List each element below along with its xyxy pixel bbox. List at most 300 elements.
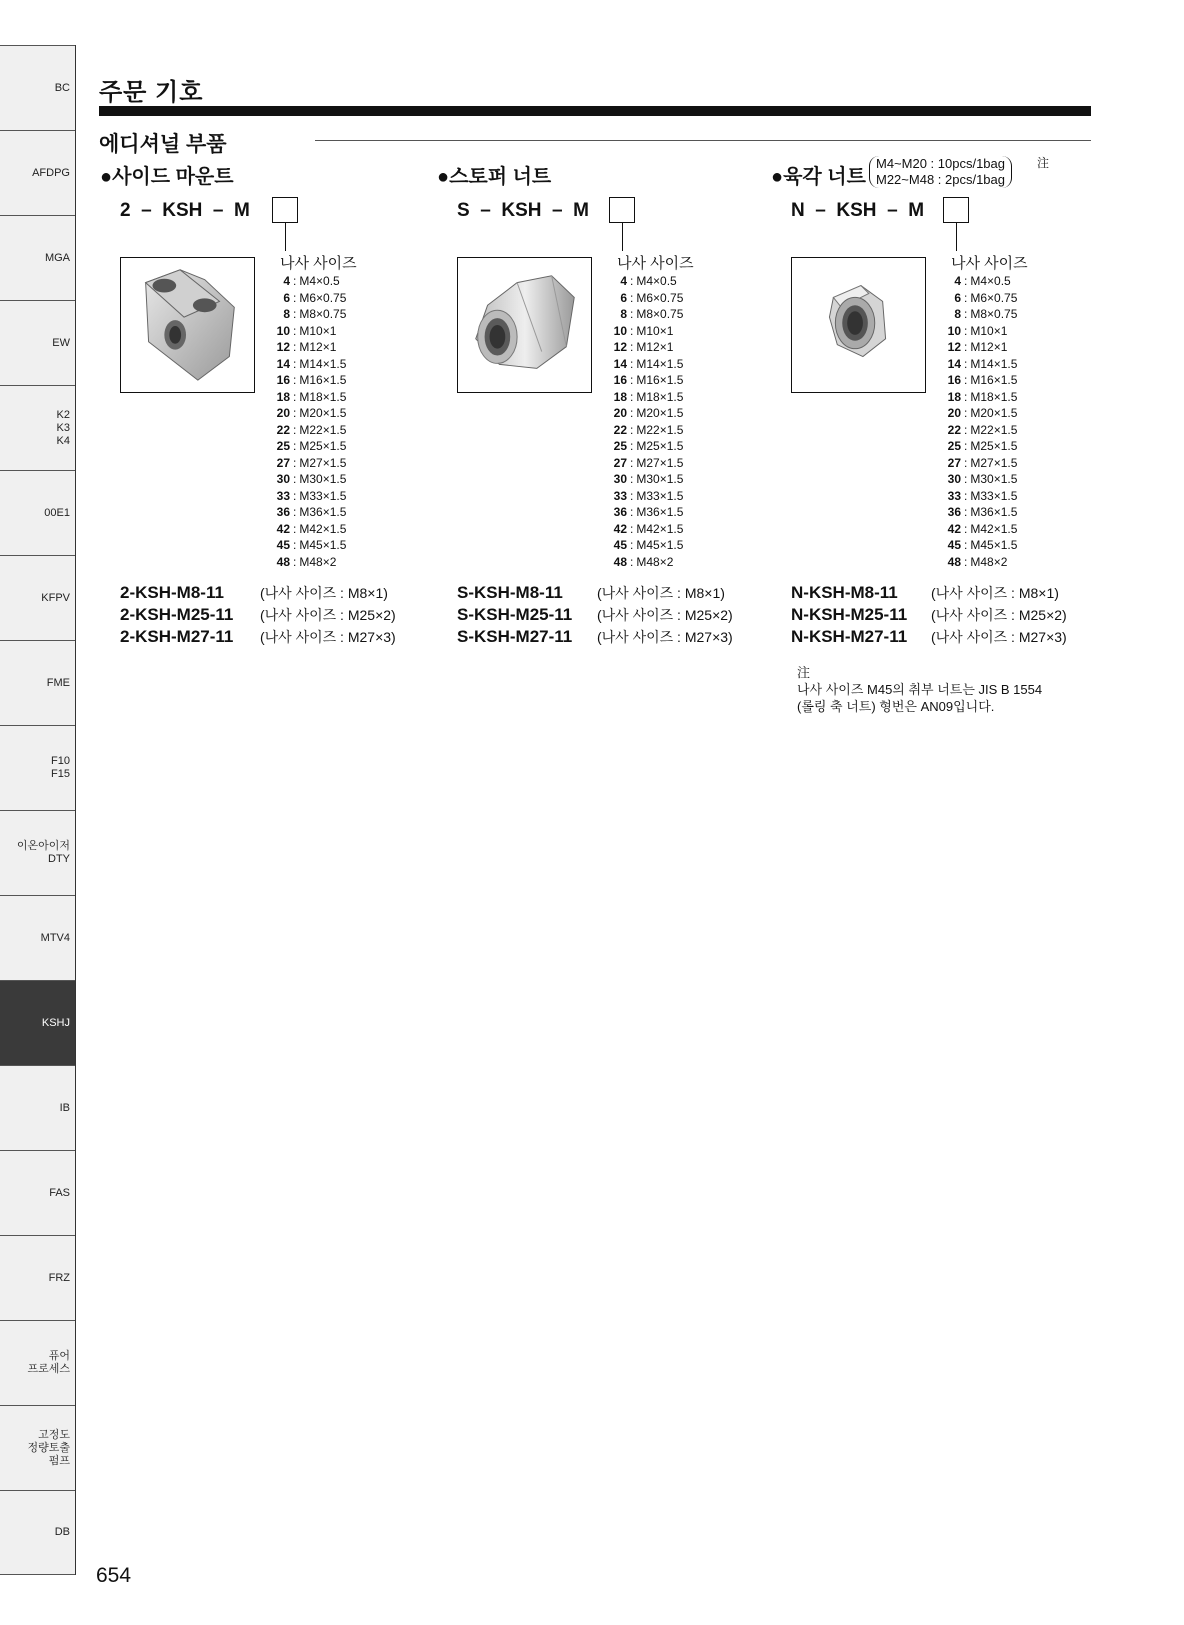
size-number: 36 — [613, 505, 627, 519]
size-number: 33 — [947, 488, 961, 503]
order-code-box — [609, 197, 635, 223]
size-separator: : — [964, 290, 968, 305]
sidebar-tab[interactable]: K2 K3 K4 — [0, 385, 75, 470]
size-thread: M22×1.5 — [970, 422, 1018, 437]
column-title: ●사이드 마운트 — [100, 166, 234, 188]
size-separator: : — [964, 505, 968, 519]
size-separator: : — [964, 521, 968, 536]
size-number: 10 — [276, 323, 290, 338]
example-code: 2-KSH-M27-11 — [120, 627, 234, 646]
size-thread: M6×0.75 — [636, 290, 684, 305]
size-separator: : — [630, 274, 634, 288]
size-list — [939, 273, 1017, 570]
size-row — [939, 554, 1017, 571]
size-thread: M10×1 — [970, 323, 1008, 338]
example-code: N-KSH-M27-11 — [791, 627, 908, 646]
sidebar-tab[interactable]: FRZ — [0, 1235, 75, 1320]
column-title-wrap — [771, 156, 1111, 188]
size-thread: M4×0.5 — [636, 274, 677, 288]
sidebar-tab[interactable]: 00E1 — [0, 470, 75, 555]
hex-nut-image — [791, 257, 926, 393]
size-thread: M48×2 — [299, 554, 337, 569]
size-number: 16 — [276, 373, 290, 387]
size-row — [268, 273, 346, 290]
example-desc: (나사 사이즈 : M8×1) — [260, 585, 388, 601]
size-thread: M8×0.75 — [299, 307, 347, 321]
size-row — [268, 290, 346, 307]
column-title: ●스토퍼 너트 — [437, 166, 552, 188]
size-separator: : — [293, 422, 297, 437]
size-number: 30 — [613, 472, 627, 486]
column-side-mount — [100, 160, 420, 646]
size-number: 10 — [947, 323, 961, 338]
size-thread: M42×1.5 — [970, 521, 1018, 536]
size-separator: : — [293, 323, 297, 338]
example-row — [791, 583, 1067, 605]
size-separator: : — [630, 439, 634, 453]
size-row — [605, 422, 683, 439]
footnote-line: 나사 사이즈 M45의 취부 너트는 JIS B 1554 — [797, 682, 1043, 697]
size-separator: : — [293, 274, 297, 288]
size-thread: M4×0.5 — [299, 274, 340, 288]
size-number: 12 — [276, 340, 290, 354]
example-desc: (나사 사이즈 : M27×3) — [597, 629, 733, 645]
example-desc: (나사 사이즈 : M27×3) — [931, 629, 1067, 645]
size-number: 30 — [947, 472, 961, 486]
size-thread: M42×1.5 — [299, 521, 347, 536]
size-row — [268, 488, 346, 505]
size-thread: M22×1.5 — [299, 422, 347, 437]
size-separator: : — [630, 373, 634, 387]
size-thread: M18×1.5 — [970, 389, 1018, 404]
example-desc: (나사 사이즈 : M8×1) — [597, 585, 725, 601]
size-row — [605, 438, 683, 455]
size-thread: M25×1.5 — [299, 439, 347, 453]
size-separator: : — [630, 406, 634, 420]
size-separator: : — [964, 389, 968, 404]
size-label: 나사 사이즈 — [280, 255, 357, 272]
size-separator: : — [964, 307, 968, 321]
size-thread: M30×1.5 — [636, 472, 684, 486]
size-row — [268, 372, 346, 389]
size-separator: : — [630, 538, 634, 552]
example-desc: (나사 사이즈 : M25×2) — [597, 607, 733, 623]
size-separator: : — [964, 406, 968, 420]
size-thread: M48×2 — [970, 554, 1008, 569]
size-number: 8 — [283, 307, 290, 321]
order-code-prefix: S – KSH – M — [457, 200, 589, 221]
size-number: 20 — [613, 406, 627, 420]
size-number: 16 — [947, 373, 961, 387]
example-code: S-KSH-M8-11 — [457, 583, 563, 602]
size-row — [268, 455, 346, 472]
size-number: 4 — [954, 274, 961, 288]
sidebar-tab[interactable]: DB — [0, 1490, 75, 1575]
size-separator: : — [293, 373, 297, 387]
example-code: N-KSH-M8-11 — [791, 583, 898, 602]
size-number: 48 — [947, 554, 961, 569]
sidebar-tab[interactable]: AFDPG — [0, 130, 75, 215]
example-desc: (나사 사이즈 : M27×3) — [260, 629, 396, 645]
size-row — [939, 339, 1017, 356]
size-separator: : — [630, 505, 634, 519]
size-separator: : — [964, 373, 968, 387]
size-thread: M36×1.5 — [636, 505, 684, 519]
sidebar-tab[interactable]: FAS — [0, 1150, 75, 1235]
size-thread: M27×1.5 — [299, 455, 347, 470]
example-desc: (나사 사이즈 : M8×1) — [931, 585, 1059, 601]
size-thread: M18×1.5 — [636, 389, 684, 404]
size-row — [268, 306, 346, 323]
size-number: 33 — [613, 488, 627, 503]
size-number: 8 — [620, 307, 627, 321]
size-separator: : — [964, 488, 968, 503]
size-separator: : — [293, 290, 297, 305]
size-number: 27 — [613, 455, 627, 470]
size-separator: : — [630, 323, 634, 338]
size-number: 42 — [613, 521, 627, 536]
size-thread: M8×0.75 — [636, 307, 684, 321]
size-row — [939, 356, 1017, 373]
size-row — [268, 537, 346, 554]
size-number: 45 — [276, 538, 290, 552]
size-separator: : — [293, 340, 297, 354]
size-thread: M20×1.5 — [636, 406, 684, 420]
size-number: 6 — [954, 290, 961, 305]
sidebar-tab[interactable]: F10 F15 — [0, 725, 75, 810]
size-thread: M16×1.5 — [970, 373, 1018, 387]
size-list — [268, 273, 346, 570]
size-row — [605, 389, 683, 406]
size-separator: : — [630, 307, 634, 321]
size-number: 48 — [276, 554, 290, 569]
size-separator: : — [964, 472, 968, 486]
side-mount-image — [120, 257, 255, 393]
note-mark: 注 — [1037, 156, 1050, 170]
size-number: 48 — [613, 554, 627, 569]
sidebar-tab[interactable]: EW — [0, 300, 75, 385]
size-separator: : — [293, 389, 297, 404]
title-bar — [99, 106, 1091, 116]
footnote — [797, 664, 1097, 715]
size-number: 6 — [283, 290, 290, 305]
size-row — [939, 323, 1017, 340]
size-row — [939, 372, 1017, 389]
size-row — [939, 405, 1017, 422]
size-row — [605, 405, 683, 422]
section-rule — [315, 140, 1091, 141]
size-thread: M8×0.75 — [970, 307, 1018, 321]
size-number: 14 — [613, 356, 627, 371]
size-number: 22 — [947, 422, 961, 437]
size-row — [605, 372, 683, 389]
sidebar-tab[interactable]: IB — [0, 1065, 75, 1150]
size-separator: : — [293, 472, 297, 486]
size-number: 12 — [947, 340, 961, 354]
size-separator: : — [630, 290, 634, 305]
size-row — [605, 356, 683, 373]
size-label: 나사 사이즈 — [951, 255, 1028, 272]
size-number: 33 — [276, 488, 290, 503]
size-thread: M16×1.5 — [636, 373, 684, 387]
size-number: 6 — [620, 290, 627, 305]
size-number: 30 — [276, 472, 290, 486]
size-row — [605, 521, 683, 538]
size-separator: : — [293, 538, 297, 552]
size-thread: M27×1.5 — [970, 455, 1018, 470]
size-separator: : — [630, 554, 634, 569]
size-number: 14 — [276, 356, 290, 371]
example-list — [457, 583, 733, 649]
size-number: 42 — [947, 521, 961, 536]
size-row — [268, 356, 346, 373]
size-number: 36 — [276, 505, 290, 519]
size-thread: M20×1.5 — [299, 406, 347, 420]
size-separator: : — [964, 455, 968, 470]
size-row — [605, 323, 683, 340]
size-thread: M33×1.5 — [636, 488, 684, 503]
size-number: 45 — [947, 538, 961, 552]
example-list — [791, 583, 1067, 649]
size-separator: : — [293, 505, 297, 519]
size-separator: : — [293, 488, 297, 503]
sidebar-tab[interactable]: KSHJ — [0, 980, 75, 1065]
pack-qty-note — [869, 156, 1012, 188]
pack-qty-line: M22~M48 : 2pcs/1bag — [876, 172, 1005, 187]
example-row — [457, 583, 733, 605]
size-number: 18 — [613, 389, 627, 404]
size-separator: : — [293, 521, 297, 536]
size-number: 16 — [613, 373, 627, 387]
order-code-prefix: N – KSH – M — [791, 200, 925, 221]
size-separator: : — [293, 455, 297, 470]
size-row — [268, 422, 346, 439]
size-separator: : — [964, 340, 968, 354]
size-thread: M45×1.5 — [636, 538, 684, 552]
size-row — [268, 504, 346, 521]
size-separator: : — [630, 472, 634, 486]
size-thread: M48×2 — [636, 554, 674, 569]
sidebar-tab[interactable]: 퓨어 프로세스 — [0, 1320, 75, 1405]
size-number: 14 — [947, 356, 961, 371]
column-hex-nut — [771, 156, 1111, 646]
example-row — [791, 605, 1067, 627]
sidebar-tab[interactable]: KFPV — [0, 555, 75, 640]
example-code: 2-KSH-M8-11 — [120, 583, 224, 602]
size-number: 8 — [954, 307, 961, 321]
stopper-nut-image — [457, 257, 592, 393]
size-row — [939, 504, 1017, 521]
size-thread: M4×0.5 — [970, 274, 1011, 288]
size-thread: M25×1.5 — [636, 439, 684, 453]
size-separator: : — [630, 521, 634, 536]
size-thread: M36×1.5 — [970, 505, 1018, 519]
example-row — [120, 583, 396, 605]
size-number: 42 — [276, 521, 290, 536]
size-separator: : — [964, 554, 968, 569]
size-thread: M6×0.75 — [970, 290, 1018, 305]
size-row — [939, 290, 1017, 307]
size-row — [605, 488, 683, 505]
example-code: 2-KSH-M25-11 — [120, 605, 234, 624]
size-row — [939, 537, 1017, 554]
size-row — [605, 504, 683, 521]
sidebar-tab[interactable]: 이온아이저 DTY — [0, 810, 75, 895]
page-number: 654 — [96, 1564, 132, 1587]
size-thread: M25×1.5 — [970, 439, 1018, 453]
size-thread: M12×1 — [970, 340, 1008, 354]
sidebar-tab[interactable]: BC — [0, 45, 75, 130]
example-row — [791, 627, 1067, 649]
size-row — [605, 471, 683, 488]
size-number: 12 — [613, 340, 627, 354]
order-code-box — [943, 197, 969, 223]
size-number: 18 — [276, 389, 290, 404]
size-thread: M14×1.5 — [970, 356, 1018, 371]
size-row — [939, 471, 1017, 488]
size-number: 4 — [620, 274, 627, 288]
size-number: 45 — [613, 538, 627, 552]
size-thread: M36×1.5 — [299, 505, 347, 519]
example-desc: (나사 사이즈 : M25×2) — [931, 607, 1067, 623]
sidebar-tab[interactable]: FME — [0, 640, 75, 725]
size-row — [605, 339, 683, 356]
size-separator: : — [293, 439, 297, 453]
size-thread: M45×1.5 — [299, 538, 347, 552]
size-row — [605, 455, 683, 472]
size-label: 나사 사이즈 — [617, 255, 694, 272]
size-separator: : — [964, 439, 968, 453]
page-title: 주문 기호 — [99, 79, 204, 106]
size-thread: M33×1.5 — [299, 488, 347, 503]
footnote-mark: 注 — [797, 665, 811, 680]
size-number: 27 — [276, 455, 290, 470]
sidebar-tab[interactable]: 고정도 정량토출 펌프 — [0, 1405, 75, 1490]
size-row — [605, 273, 683, 290]
size-number: 25 — [276, 439, 290, 453]
size-number: 20 — [947, 406, 961, 420]
size-separator: : — [964, 422, 968, 437]
size-row — [268, 471, 346, 488]
column-stopper-nut — [437, 160, 757, 646]
size-row — [939, 306, 1017, 323]
size-separator: : — [293, 307, 297, 321]
size-thread: M33×1.5 — [970, 488, 1018, 503]
size-number: 10 — [613, 323, 627, 338]
size-row — [605, 306, 683, 323]
size-row — [939, 389, 1017, 406]
size-thread: M12×1 — [299, 340, 337, 354]
size-number: 18 — [947, 389, 961, 404]
size-thread: M42×1.5 — [636, 521, 684, 536]
size-thread: M10×1 — [636, 323, 674, 338]
size-separator: : — [293, 356, 297, 371]
sidebar — [0, 45, 76, 1575]
size-separator: : — [964, 538, 968, 552]
size-row — [939, 273, 1017, 290]
size-separator: : — [630, 356, 634, 371]
size-thread: M14×1.5 — [636, 356, 684, 371]
size-row — [939, 521, 1017, 538]
size-row — [939, 455, 1017, 472]
example-desc: (나사 사이즈 : M25×2) — [260, 607, 396, 623]
column-title: ●육각 너트 — [771, 166, 866, 188]
order-code-stem — [956, 223, 957, 251]
size-row — [268, 405, 346, 422]
size-row — [268, 323, 346, 340]
size-thread: M18×1.5 — [299, 389, 347, 404]
order-code-prefix: 2 – KSH – M — [120, 200, 250, 221]
size-thread: M30×1.5 — [970, 472, 1018, 486]
order-code-box — [272, 197, 298, 223]
size-thread: M10×1 — [299, 323, 337, 338]
size-number: 22 — [613, 422, 627, 437]
example-list — [120, 583, 396, 649]
sidebar-tab[interactable]: MTV4 — [0, 895, 75, 980]
example-code: N-KSH-M25-11 — [791, 605, 908, 624]
size-row — [939, 438, 1017, 455]
size-number: 25 — [947, 439, 961, 453]
size-thread: M16×1.5 — [299, 373, 347, 387]
size-list — [605, 273, 683, 570]
size-number: 4 — [283, 274, 290, 288]
size-number: 27 — [947, 455, 961, 470]
pack-qty-line: M4~M20 : 10pcs/1bag — [876, 156, 1005, 171]
example-row — [120, 605, 396, 627]
size-thread: M22×1.5 — [636, 422, 684, 437]
section-title: 에디셔널 부품 — [99, 133, 227, 156]
size-separator: : — [630, 422, 634, 437]
size-row — [605, 290, 683, 307]
size-number: 20 — [276, 406, 290, 420]
size-separator: : — [964, 274, 968, 288]
size-row — [939, 422, 1017, 439]
size-separator: : — [293, 406, 297, 420]
size-thread: M30×1.5 — [299, 472, 347, 486]
example-code: S-KSH-M25-11 — [457, 605, 573, 624]
sidebar-tab[interactable]: MGA — [0, 215, 75, 300]
size-row — [268, 521, 346, 538]
size-thread: M6×0.75 — [299, 290, 347, 305]
size-number: 22 — [276, 422, 290, 437]
size-row — [605, 554, 683, 571]
order-code-stem — [285, 223, 286, 251]
size-row — [605, 537, 683, 554]
size-row — [268, 554, 346, 571]
size-row — [268, 438, 346, 455]
example-row — [120, 627, 396, 649]
example-row — [457, 605, 733, 627]
size-separator: : — [630, 488, 634, 503]
order-code-stem — [622, 223, 623, 251]
size-separator: : — [964, 323, 968, 338]
size-number: 25 — [613, 439, 627, 453]
size-separator: : — [630, 455, 634, 470]
size-thread: M20×1.5 — [970, 406, 1018, 420]
size-separator: : — [293, 554, 297, 569]
example-row — [457, 627, 733, 649]
footnote-line: (롤링 축 너트) 형번은 AN09입니다. — [797, 699, 995, 714]
size-thread: M27×1.5 — [636, 455, 684, 470]
example-code: S-KSH-M27-11 — [457, 627, 573, 646]
size-thread: M45×1.5 — [970, 538, 1018, 552]
size-separator: : — [630, 340, 634, 354]
size-separator: : — [964, 356, 968, 371]
size-row — [268, 389, 346, 406]
size-separator: : — [630, 389, 634, 404]
size-row — [268, 339, 346, 356]
size-row — [939, 488, 1017, 505]
